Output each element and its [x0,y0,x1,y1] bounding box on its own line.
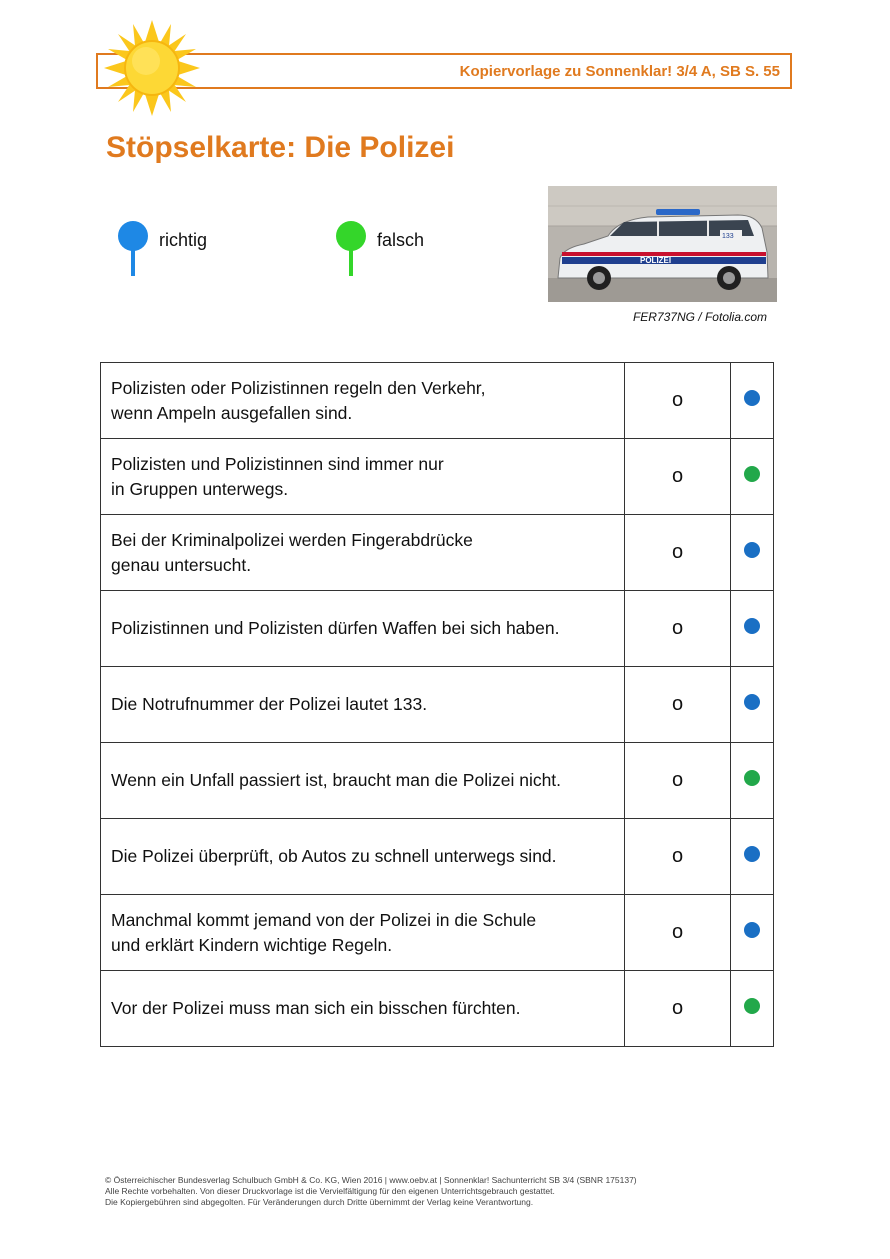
statement-line: und erklärt Kindern wichtige Regeln. [111,934,393,955]
table-row [101,363,774,439]
plug-hole-cell[interactable]: o [625,439,731,515]
statement-cell [101,819,625,895]
green-answer-dot [744,466,760,482]
statement-cell [101,439,625,515]
table-row [101,895,774,971]
legend-falsch [335,220,425,280]
statement-line: genau untersucht. [111,554,252,575]
answer-dot-cell [731,667,774,743]
table-row [101,667,774,743]
blue-answer-dot [744,542,760,558]
copyright-footer [105,1175,795,1208]
answer-dot-cell [731,363,774,439]
plug-hole-cell[interactable]: o [625,591,731,667]
blue-answer-dot [744,694,760,710]
statement-line: Vor der Polizei muss man sich ein bisschen fürchten. [111,998,521,1018]
statement-cell [101,363,625,439]
answer-dot-cell [731,971,774,1047]
statement-line: Polizistinnen und Polizisten dürfen Waffen bei sich haben. [111,618,560,638]
statement-cell [101,515,625,591]
photo-credit: FER737NG / Fotolia.com [632,310,767,324]
blue-pin-icon [117,220,151,280]
table-row [101,743,774,819]
footer-line: Die Kopiergebühren sind abgegolten. Für Veränderungen durch Dritte übernimmt der Verlag keine Verantwortung. [105,1197,534,1207]
statement-cell [101,591,625,667]
statement-line: wenn Ampeln ausgefallen sind. [111,402,353,423]
table-row [101,439,774,515]
answer-dot-cell [731,743,774,819]
answer-dot-cell [731,439,774,515]
blue-answer-dot [744,922,760,938]
plug-hole-cell[interactable]: o [625,971,731,1047]
plug-hole-cell[interactable]: o [625,819,731,895]
plug-hole-cell[interactable]: o [625,667,731,743]
plug-hole-cell[interactable]: o [625,743,731,819]
police-car-photo [548,186,777,302]
statement-line: Polizisten oder Polizistinnen regeln den Verkehr, [111,377,486,398]
plug-hole-cell[interactable]: o [625,515,731,591]
green-answer-dot [744,770,760,786]
table-row [101,515,774,591]
green-pin-icon [335,220,369,280]
statement-cell [101,895,625,971]
plug-hole-cell[interactable]: o [625,363,731,439]
plug-hole-cell[interactable]: o [625,895,731,971]
statement-cell [101,971,625,1047]
statement-line: Polizisten und Polizistinnen sind immer nur [111,453,444,474]
legend-richtig [117,220,208,280]
page-title: Stöpselkarte: Die Polizei [106,131,455,164]
answer-dot-cell [731,819,774,895]
statement-line: Die Notrufnummer der Polizei lautet 133. [111,694,428,714]
footer-line: Alle Rechte vorbehalten. Von dieser Druckvorlage ist die Vervielfältigung für den eigenen Unterrichtsgebrauch gestattet. [105,1186,555,1196]
green-answer-dot [744,998,760,1014]
statement-line: Wenn ein Unfall passiert ist, braucht man die Polizei nicht. [111,770,562,790]
statement-line: Die Polizei überprüft, ob Autos zu schnell unterwegs sind. [111,846,557,866]
car-label: POLIZEI [640,256,672,265]
blue-answer-dot [744,390,760,406]
blue-answer-dot [744,846,760,862]
statement-line: in Gruppen unterwegs. [111,478,289,499]
header-text: Kopiervorlage zu Sonnenklar! 3/4 A, SB S. 55 [459,63,780,80]
table-row [101,819,774,895]
legend-richtig-label: richtig [159,230,208,250]
statement-line: Manchmal kommt jemand von der Polizei in die Schule [111,909,537,930]
legend-falsch-label: falsch [377,230,425,250]
blue-answer-dot [744,618,760,634]
statement-line: Bei der Kriminalpolizei werden Fingerabdrücke [111,529,473,550]
footer-line: © Österreichischer Bundesverlag Schulbuch GmbH & Co. KG, Wien 2016 | www.oebv.at | Sonnenklar! Sachunterricht SB 3/4 (SBNR 175137) [105,1175,637,1185]
quiz-table [100,362,774,1047]
answer-dot-cell [731,895,774,971]
answer-dot-cell [731,591,774,667]
sun-icon [102,18,202,118]
answer-dot-cell [731,515,774,591]
statement-cell [101,667,625,743]
car-number: 133 [722,233,734,240]
table-row [101,971,774,1047]
statement-cell [101,743,625,819]
table-row [101,591,774,667]
